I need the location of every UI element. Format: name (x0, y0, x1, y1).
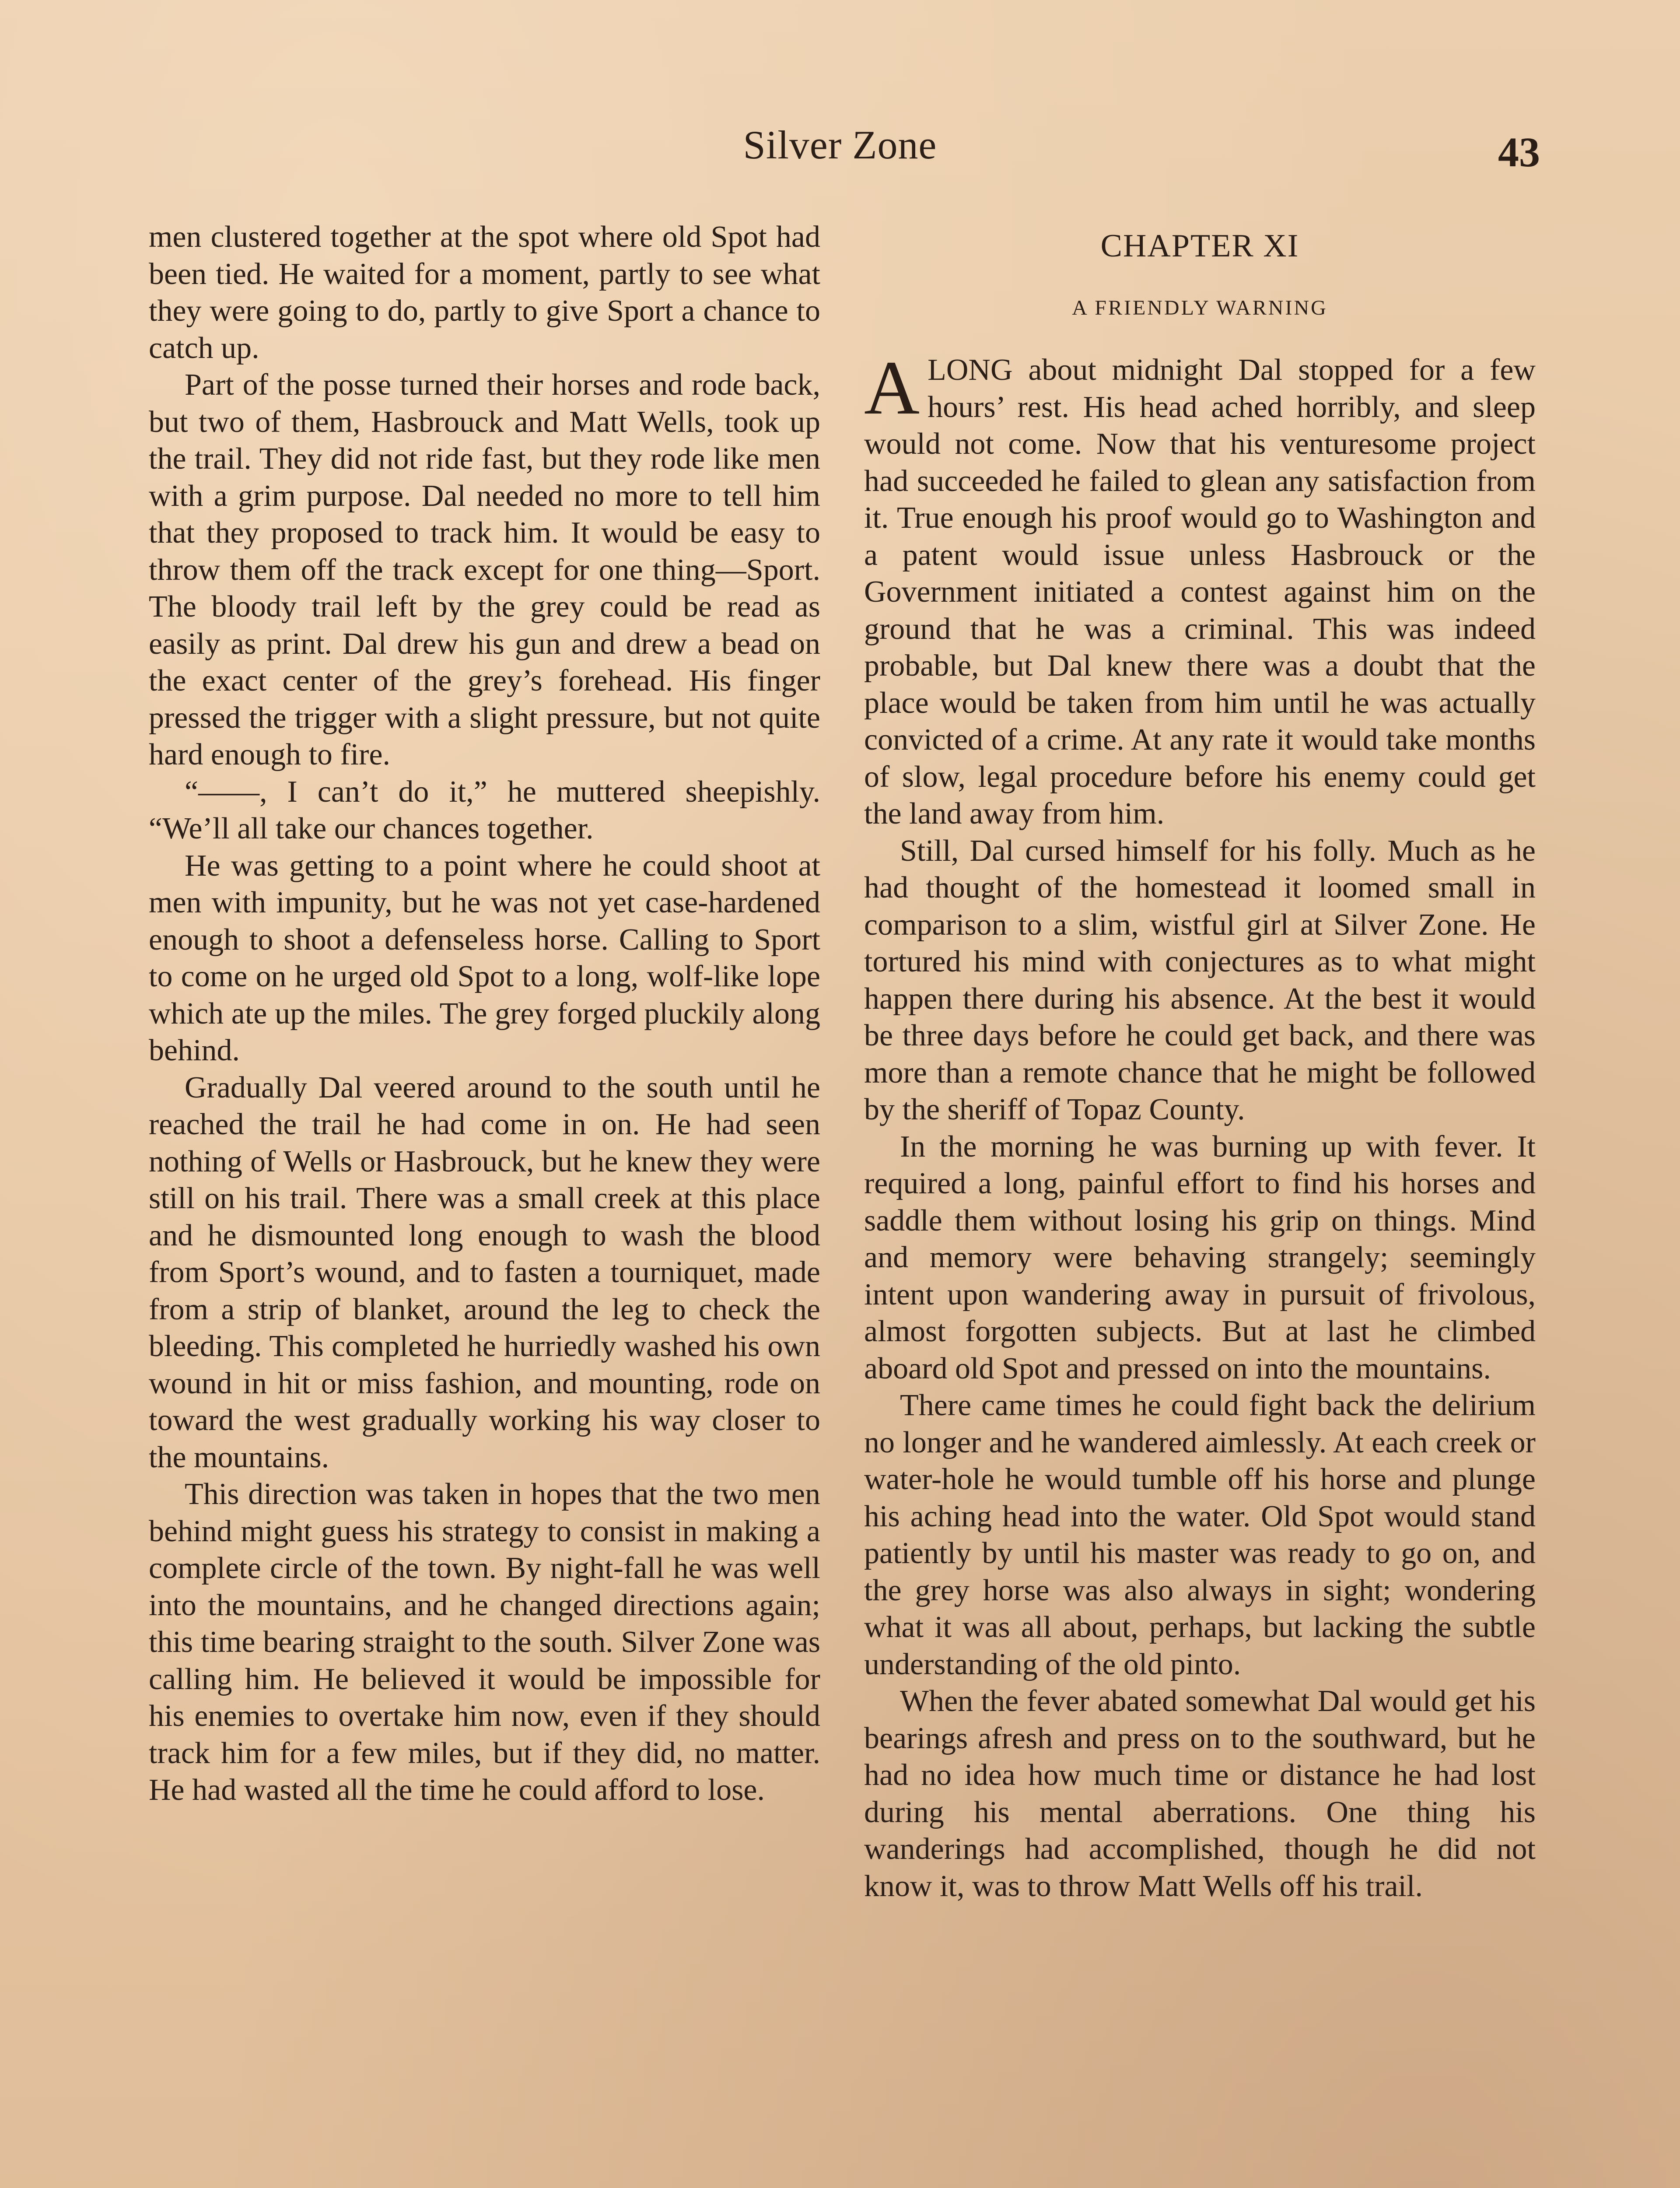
right-column (864, 219, 1536, 1905)
body-paragraph: Still, Dal cursed himself for his folly. Much as he had thought of the homestead it loomed small in comparison to a slim, wistful girl at Silver Zone. He tortured his mind with conjectures as to what might happen there during his absence. At the best it would be three days before he could get back, and there was more than a remote chance that he might be followed by the sheriff of Topaz County. (864, 834, 1536, 1126)
body-paragraph: Gradually Dal veered around to the south until he reached the trail he had come in on. He had seen nothing of Wells or Hasbrouck, but he knew they were still on his trail. There was a small creek at this place and he dismounted long enough to wash the blood from Sport’s wound, and to fasten a tourniquet, made from a strip of blanket, around the leg to check the bleeding. This completed he hurriedly washed his own wound in hit or miss fashion, and mounting, rode on toward the west gradually working his way closer to the mountains. (149, 1070, 820, 1474)
chapter-title: CHAPTER XI (1100, 228, 1299, 264)
left-column (149, 219, 820, 1809)
body-paragraph: men clustered together at the spot where old Spot had been tied. He waited for a moment, partly to see what they were going to do, partly to give Sport a chance to catch up. (149, 220, 820, 365)
chapter-subtitle: A FRIENDLY WARNING (1072, 296, 1328, 319)
body-paragraph: This direction was taken in hopes that the two men behind might guess his strategy to consist in making a complete circle of the town. By night-fall he was well into the mountains, and he changed directions again; this time bearing straight to the south. Silver Zone was calling him. He believed it would be impossible for his enemies to overtake him now, even if they should track him for a few miles, but if they did, no matter. He had wasted all the time he could afford to lose. (149, 1477, 820, 1807)
body-paragraph: He was getting to a point where he could shoot at men with impunity, but he was not yet case-hardened enough to shoot a defenseless horse. Calling to Sport to come on he urged old Spot to a long, wolf-like lope which ate up the miles. The grey forged pluckily along behind. (149, 849, 820, 1067)
body-paragraph: There came times he could fight back the delirium no longer and he wandered aimlessly. At each creek or water-hole he would tumble off his horse and plunge his aching head into the water. Old Spot would stand patiently by until his master was ready to go on, and the grey horse was also always in sight; wondering what it was all about, perhaps, but lacking the subtle understanding of the old pinto. (864, 1389, 1536, 1681)
page-number: 43 (1498, 129, 1540, 175)
running-head-title: Silver Zone (743, 123, 937, 167)
body-paragraph: “——, I can’t do it,” he muttered sheepishly. “We’ll all take our chances together. (149, 775, 820, 845)
drop-cap: A (864, 345, 920, 431)
body-paragraph: When the fever abated somewhat Dal would get his bearings afresh and press on to the southward, but he had no idea how much time or distance he had lost during his mental aberrations. One thing his wanderings had accomplished, though he did not know it, was to throw Matt Wells off his trail. (864, 1684, 1536, 1903)
body-paragraph: Part of the posse turned their horses and rode back, but two of them, Hasbrouck and Matt Wells, took up the trail. They did not ride fast, but they rode like men with a grim purpose. Dal needed no more to tell him that they proposed to track him. It would be easy to throw them off the track except for one thing—Sport. The bloody trail left by the grey could be read as easily as print. Dal drew his gun and drew a bead on the exact center of the grey’s forehead. His finger pressed the trigger with a slight pressure, but not quite hard enough to fire. (149, 368, 820, 771)
chapter-opening-paragraph (864, 345, 1536, 833)
opening-paragraph-text: LONG about midnight Dal stopped for a few hours’ rest. His head ached horribly, and sleep would not come. Now that his venturesome project had succeeded he failed to glean any satisfaction from it. True enough his proof would go to Washington and a patent would issue unless Hasbrouck or the Government initiated a contest against him on the ground that he was a criminal. This was indeed probable, but Dal knew there was a doubt that the place would be taken from him until he was actually convicted of a crime. At any rate it would take months of slow, legal procedure before his enemy could get the land away from him. (864, 353, 1536, 831)
body-paragraph: In the morning he was burning up with fever. It required a long, painful effort to find his horses and saddle them without losing his grip on things. Mind and memory were behaving strangely; seemingly intent upon wandering away in pursuit of frivolous, almost forgotten subjects. But at last he climbed aboard old Spot and pressed on into the mountains. (864, 1129, 1536, 1385)
